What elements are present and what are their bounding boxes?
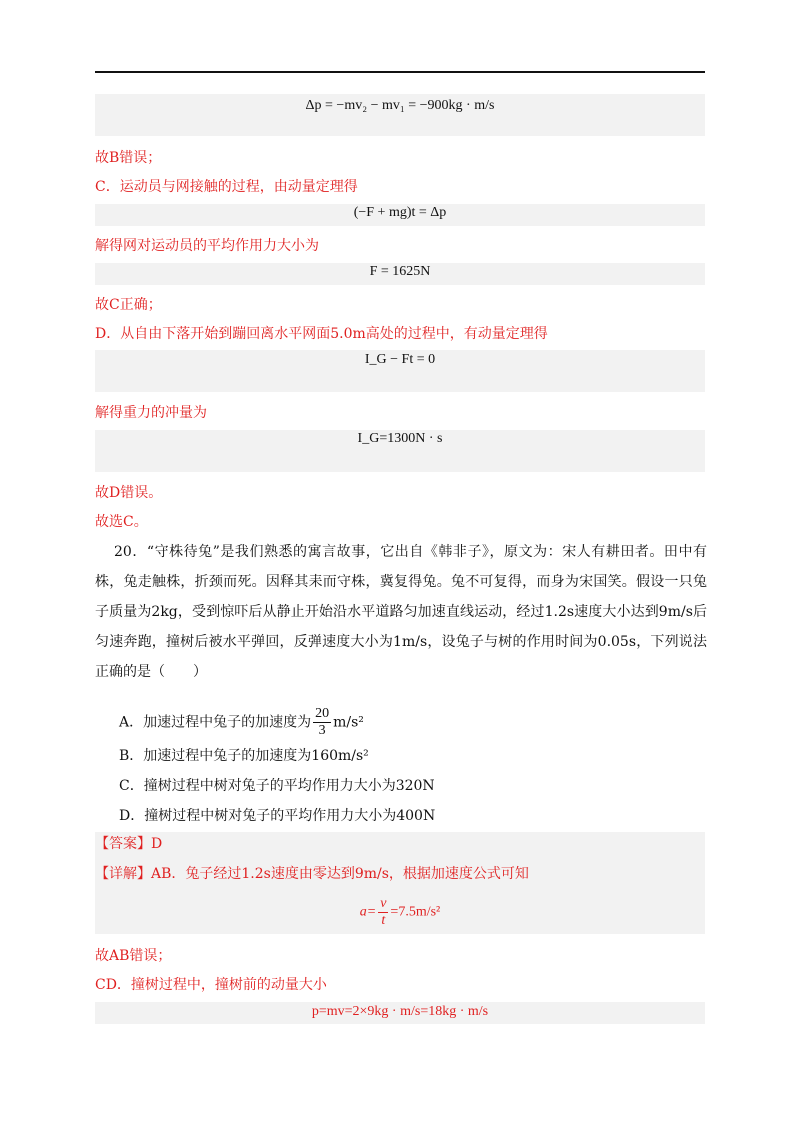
equation-box-ig — [95, 350, 705, 392]
ab-wrong-line: 故AB错误； — [95, 948, 172, 964]
equation-box-impulse — [95, 204, 705, 226]
c-intro-line: C．运动员与网接触的过程，由动量定理得 — [95, 179, 358, 195]
option-a-fraction — [313, 706, 331, 739]
equation-impulse: (−F + mg)t = Δp — [353, 205, 447, 220]
accel-fraction — [378, 896, 388, 929]
choose-c-line: 故选C。 — [95, 514, 148, 530]
option-a-unit: m/s² — [333, 714, 364, 731]
equation-force: F = 1625N — [369, 264, 431, 279]
accel-lhs: a= — [359, 904, 377, 920]
option-a-prefix: A．加速过程中兔子的加速度为 — [119, 714, 312, 731]
c-right-line: 故C正确； — [95, 297, 162, 313]
accel-rhs: =7.5m/s² — [390, 904, 441, 920]
question-20-text: 20．“守株待兔”是我们熟悉的寓言故事，它出自《韩非子》，原文为：宋人有耕田者。田中有株，兔走触株，折颈而死。因释其耒而守株，冀复得兔。兔不可复得，而身为宋国笑。假设一只兔子质量为2kg，受到惊吓后从静止开始沿水平道路匀加速直线运动，经过1.2s速度大小达到9m/s后匀速奔跑，撞树后被水平弹回，反弹速度大小为1m/s，设兔子与树的作用时间为0.05s，下列说法正确的是（ ） — [95, 544, 707, 680]
d-intro-line: D．从自由下落开始到蹦回离水平网面5.0m高处的过程中，有动量定理得 — [95, 326, 548, 342]
equation-momentum-change: Δp = −mv₂ − mv₁ = −900kg · m/s — [305, 98, 495, 113]
accel-denominator: t — [381, 913, 386, 928]
header-rule — [95, 71, 705, 73]
solve-force-line: 解得网对运动员的平均作用力大小为 — [95, 238, 319, 254]
option-c: C．撞树过程中树对兔子的平均作用力大小为320N — [119, 778, 435, 794]
cd-intro-line: CD．撞树过程中，撞树前的动量大小 — [95, 977, 327, 993]
d-wrong-line: 故D错误。 — [95, 485, 163, 501]
equation-ig: I_G − Ft = 0 — [364, 352, 436, 367]
b-wrong-line: 故B错误； — [95, 150, 162, 166]
option-a — [119, 706, 364, 739]
option-a-numerator: 20 — [315, 706, 330, 721]
answer-line: 【答案】D — [95, 836, 163, 852]
equation-acceleration — [95, 896, 705, 929]
option-b: B．加速过程中兔子的加速度为160m/s² — [119, 748, 369, 764]
option-a-denominator: 3 — [318, 723, 326, 738]
equation-momentum-before: p=mv=2×9kg · m/s=18kg · m/s — [311, 1004, 489, 1019]
equation-box-momentum-before — [95, 1002, 705, 1024]
detail-line: 【详解】AB．兔子经过1.2s速度由零达到9m/s，根据加速度公式可知 — [95, 866, 529, 882]
equation-ig-value: I_G=1300N · s — [357, 431, 443, 446]
option-d: D．撞树过程中树对兔子的平均作用力大小为400N — [119, 808, 436, 824]
equation-box-ig-value — [95, 430, 705, 472]
equation-box-force — [95, 263, 705, 285]
accel-numerator: v — [380, 896, 387, 911]
solve-gravity-line: 解得重力的冲量为 — [95, 405, 207, 421]
equation-box-momentum-change — [95, 94, 705, 136]
